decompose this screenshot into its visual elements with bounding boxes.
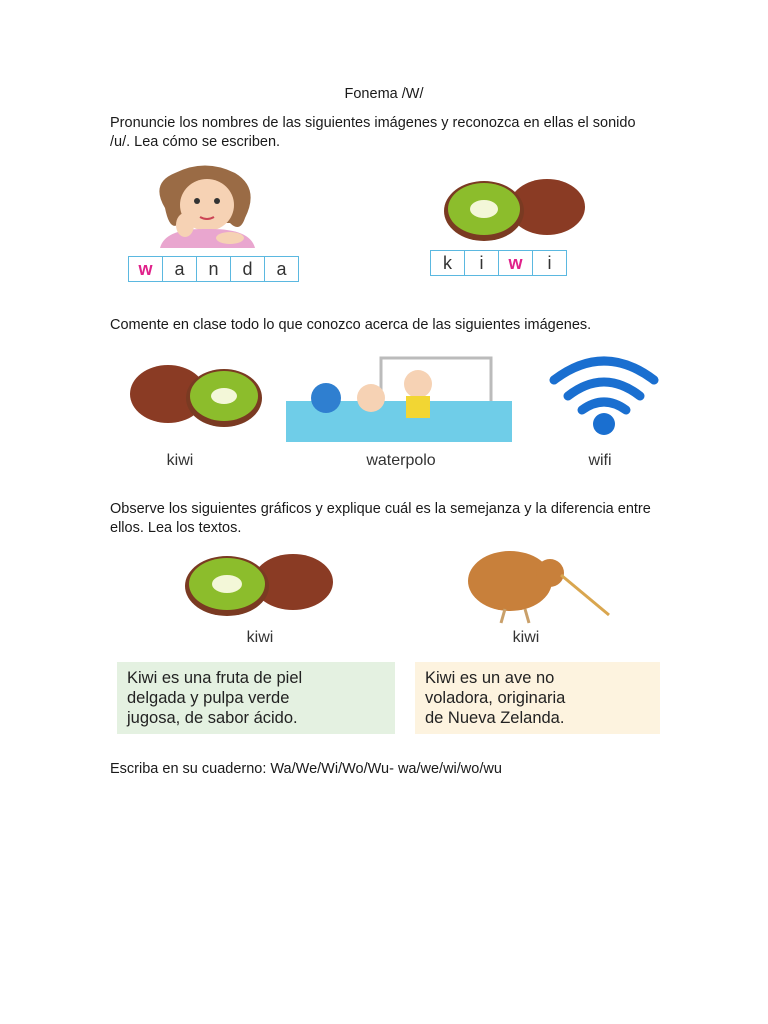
- wifi-icon: [548, 354, 660, 436]
- kiwi-fruit-image: [442, 175, 587, 245]
- letter-box: k: [431, 251, 465, 275]
- letter-box: w: [129, 257, 163, 281]
- letter-box: i: [465, 251, 499, 275]
- wanda-letter-boxes: [128, 256, 299, 282]
- caption-waterpolo: waterpolo: [366, 452, 436, 469]
- letter-box: n: [197, 257, 231, 281]
- text-line: de Nueva Zelanda.: [425, 709, 565, 727]
- text-line: jugosa, de sabor ácido.: [127, 709, 298, 727]
- caption-kiwi: kiwi: [166, 452, 194, 469]
- waterpolo-image: [286, 356, 512, 442]
- text-line: voladora, originaria: [425, 689, 566, 707]
- caption-kiwi-bird: kiwi: [512, 629, 540, 646]
- text-line: Kiwi es un ave no: [425, 669, 555, 687]
- caption-wifi: wifi: [588, 452, 612, 469]
- text-box-fruit: [117, 662, 395, 734]
- kiwi-fruit-image: [130, 364, 265, 430]
- text-box-bird: [415, 662, 660, 734]
- text-line: delgada y pulpa verde: [127, 689, 290, 707]
- text-line: Kiwi es una fruta de piel: [127, 669, 303, 687]
- final-instruction: Escriba en su cuaderno: Wa/We/Wi/Wo/Wu- wa/we/wi/wo/wu: [110, 761, 502, 777]
- page-title: Fonema /W/: [344, 86, 424, 102]
- caption-kiwi-fruit: kiwi: [246, 629, 274, 646]
- letter-box: a: [276, 259, 287, 279]
- kiwi-fruit-image: [185, 552, 335, 618]
- kiwi-bird-image: [465, 543, 615, 625]
- letter-box: a: [163, 257, 197, 281]
- letter-box: w: [499, 251, 533, 275]
- girl-illustration: [145, 163, 270, 248]
- kiwi-letter-boxes: [430, 250, 567, 276]
- instruction-1: Pronuncie los nombres de las siguientes imágenes y reconozca en ellas el sonido /u/. Lea cómo se escriben.: [110, 115, 636, 150]
- letter-box: d: [231, 257, 265, 281]
- letter-box: i: [547, 253, 552, 273]
- instruction-2: Comente en clase todo lo que conozco acerca de las siguientes imágenes.: [110, 317, 592, 333]
- instruction-3: Observe los siguientes gráficos y explique cuál es la semejanza y la diferencia entre ellos. Lea los textos.: [110, 501, 651, 536]
